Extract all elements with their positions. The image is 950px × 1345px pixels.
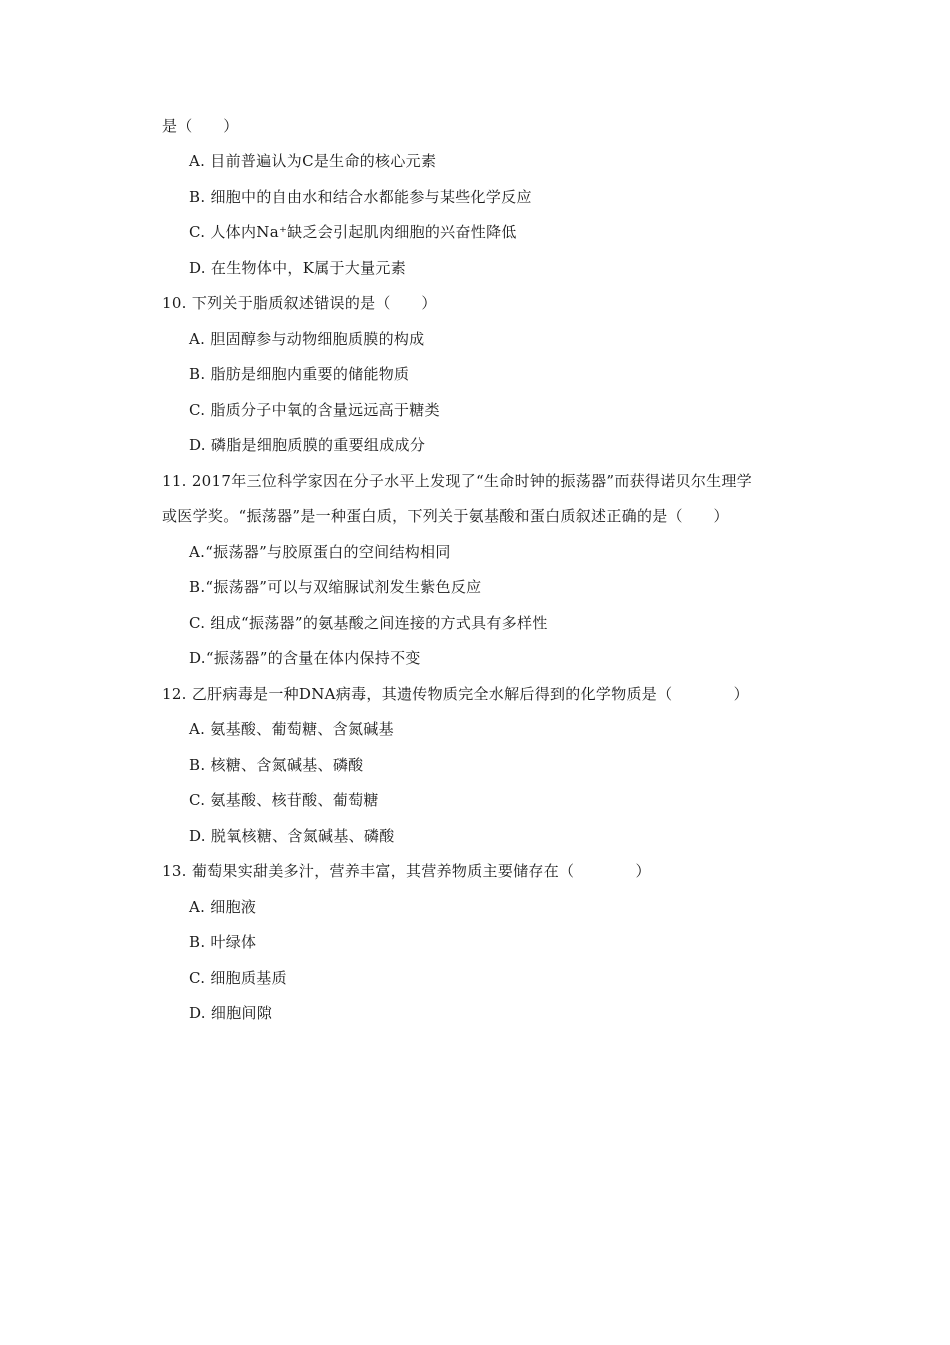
- q13-option-d: D. 细胞间隙: [189, 1004, 273, 1022]
- question-12-stem: 12. 乙肝病毒是一种DNA病毒，其遗传物质完全水解后得到的化学物质是（ ）: [162, 685, 749, 703]
- q12-option-c: C. 氨基酸、核苷酸、葡萄糖: [189, 791, 379, 809]
- q9-option-a: A. 目前普遍认为C是生命的核心元素: [189, 152, 437, 170]
- q13-option-c: C. 细胞质基质: [189, 969, 287, 987]
- question-11-stem-line-1: 11. 2017年三位科学家因在分子水平上发现了“生命时钟的振荡器”而获得诺贝尔生理学: [162, 472, 753, 490]
- question-13-stem: 13. 葡萄果实甜美多汁，营养丰富，其营养物质主要储存在（ ）: [162, 862, 651, 880]
- q10-option-d: D. 磷脂是细胞质膜的重要组成成分: [189, 436, 426, 454]
- q11-option-b: B.“振荡器”可以与双缩脲试剂发生紫色反应: [189, 578, 482, 596]
- q10-option-b: B. 脂肪是细胞内重要的储能物质: [189, 365, 410, 383]
- q10-option-a: A. 胆固醇参与动物细胞质膜的构成: [189, 330, 425, 348]
- question-10-stem: 10. 下列关于脂质叙述错误的是（ ）: [162, 294, 437, 312]
- q12-option-d: D. 脱氧核糖、含氮碱基、磷酸: [189, 827, 395, 845]
- q11-option-c: C. 组成“振荡器”的氨基酸之间连接的方式具有多样性: [189, 614, 548, 632]
- q13-option-b: B. 叶绿体: [189, 933, 257, 951]
- q9-option-b: B. 细胞中的自由水和结合水都能参与某些化学反应: [189, 188, 532, 206]
- q11-option-a: A.“振荡器”与胶原蛋白的空间结构相同: [189, 543, 451, 561]
- question-11-stem-line-2: 或医学奖。“振荡器”是一种蛋白质，下列关于氨基酸和蛋白质叙述正确的是（ ）: [162, 507, 729, 525]
- q9-option-d: D. 在生物体中，K属于大量元素: [189, 259, 407, 277]
- q9-option-c: C. 人体内Na⁺缺乏会引起肌肉细胞的兴奋性降低: [189, 223, 517, 241]
- question-9-stem-tail: 是（ ）: [162, 117, 239, 135]
- q10-option-c: C. 脂质分子中氧的含量远远高于糖类: [189, 401, 440, 419]
- q11-option-d: D.“振荡器”的含量在体内保持不变: [189, 649, 421, 667]
- q12-option-a: A. 氨基酸、葡萄糖、含氮碱基: [189, 720, 394, 738]
- q12-option-b: B. 核糖、含氮碱基、磷酸: [189, 756, 364, 774]
- q13-option-a: A. 细胞液: [189, 898, 257, 916]
